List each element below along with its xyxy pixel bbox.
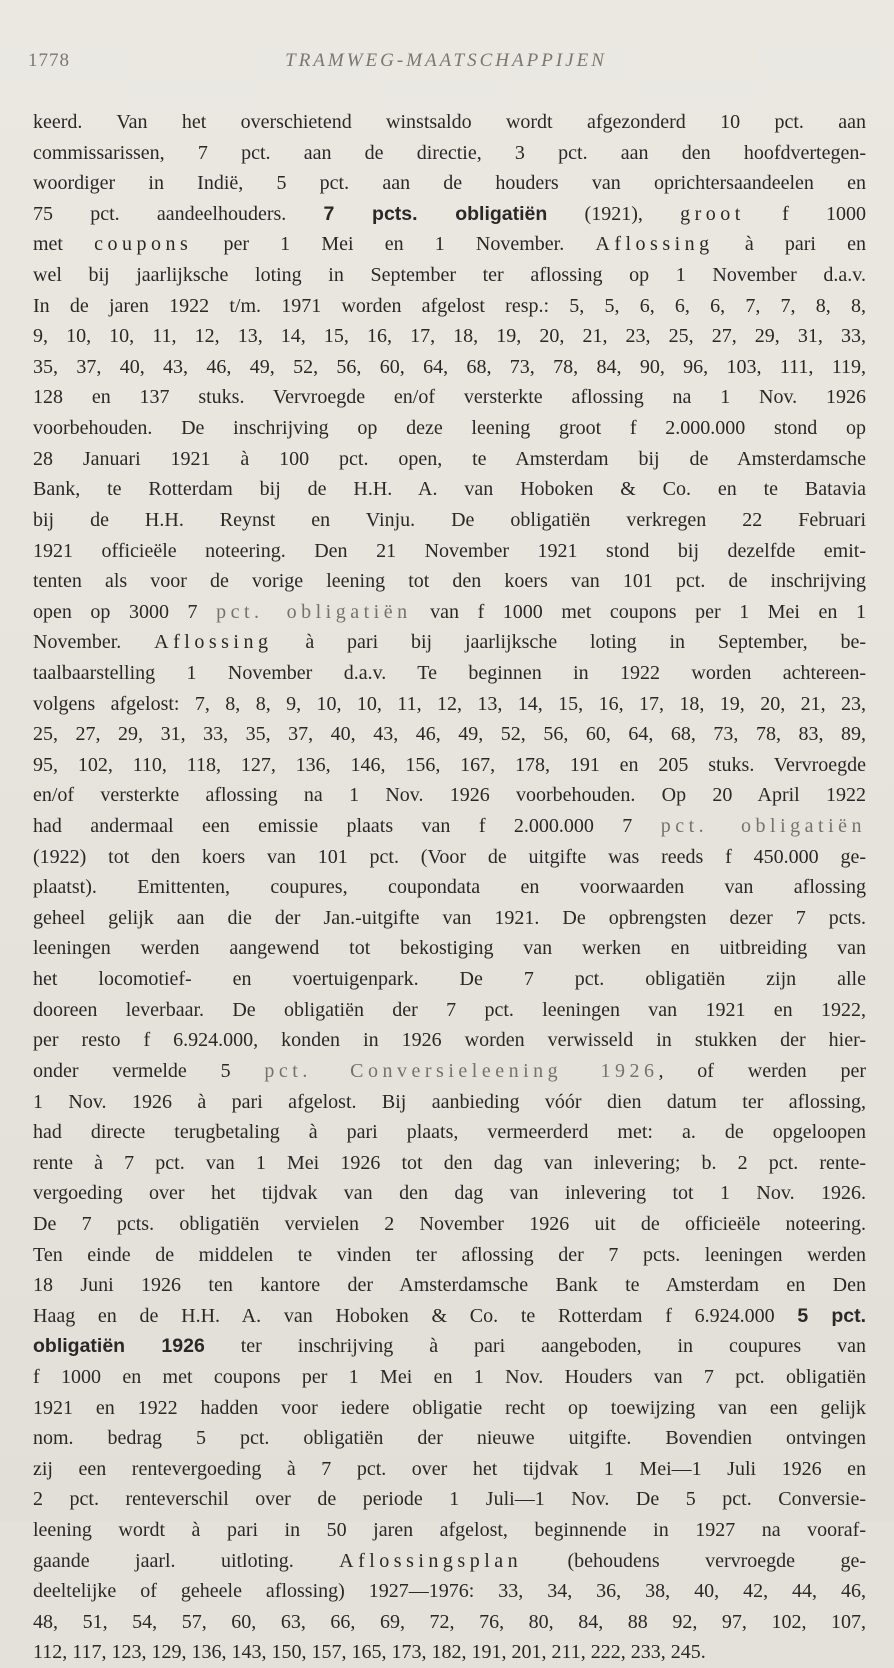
text-line	[33, 1178, 866, 1209]
text-run: , of werden per	[658, 1059, 866, 1082]
text-line	[33, 995, 866, 1026]
text-run: Haag en de H.H. A. van Hoboken & Co. te Rotterdam f 6.924.000	[33, 1304, 798, 1327]
text-line	[33, 199, 866, 230]
text-line	[33, 291, 866, 322]
text-run: 1921 en 1922 hadden voor iedere obligatie recht op toewijzing van een gelijk	[33, 1396, 866, 1419]
text-line	[33, 1393, 866, 1424]
text-line	[33, 903, 866, 934]
text-line	[33, 1454, 866, 1485]
text-run: had andermaal een emissie plaats van f 2.000.000 7	[33, 815, 661, 838]
text-run: à pari en	[713, 233, 866, 256]
text-run: à pari bij jaarlijksche loting in September, be-	[272, 631, 866, 654]
text-line	[33, 260, 866, 291]
text-line	[33, 1117, 866, 1148]
text-line	[33, 474, 866, 505]
text-line	[33, 1301, 866, 1332]
text-line	[33, 658, 866, 689]
text-line	[33, 1362, 866, 1393]
text-run: onder vermelde 5	[33, 1059, 265, 1082]
text-run: bij de H.H. Reynst en Vinju. De obligatiën verkregen 22 Februari	[33, 508, 866, 531]
text-line	[33, 750, 866, 781]
text-line	[33, 627, 866, 658]
text-run: volgens afgelost: 7, 8, 8, 9, 10, 10, 11, 12, 13, 14, 15, 16, 17, 18, 19, 20, 21, 23,	[33, 692, 866, 715]
text-emphasis: 5 pct.	[797, 1304, 866, 1327]
text-emphasis: groot	[680, 202, 745, 225]
text-run: 9, 10, 10, 11, 12, 13, 14, 15, 16, 17, 18, 19, 20, 21, 23, 25, 27, 29, 31, 33,	[33, 325, 866, 348]
text-run: 18 Juni 1926 ten kantore der Amsterdamsche Bank te Amsterdam en Den	[33, 1274, 866, 1297]
text-run: leening wordt à pari in 50 jaren afgelost, beginnende in 1927 na vooraf-	[33, 1519, 866, 1542]
text-emphasis: Aflossing	[154, 631, 273, 654]
text-line	[33, 321, 866, 352]
text-run: geheel gelijk aan die der Jan.-uitgifte van 1921. De opbrengsten dezer 7 pcts.	[33, 906, 866, 929]
text-line	[33, 505, 866, 536]
text-run: 48, 51, 54, 57, 60, 63, 66, 69, 72, 76, 80, 84, 88 92, 97, 102, 107,	[33, 1610, 866, 1633]
text-run: per 1 Mei en 1 November.	[192, 233, 596, 256]
text-line	[33, 689, 866, 720]
text-line	[33, 1576, 866, 1607]
text-line	[33, 1056, 866, 1087]
text-emphasis: 7 pcts. obligatiën	[323, 202, 548, 225]
text-line	[33, 566, 866, 597]
text-line	[33, 107, 866, 138]
text-run: tenten als voor de vorige leening tot den koers van 101 pct. de inschrijving	[33, 570, 866, 593]
text-run: commissarissen, 7 pct. aan de directie, 3 pct. aan den hoofdvertegen-	[33, 141, 866, 164]
text-run: (1921),	[547, 202, 681, 225]
text-run: voorbehouden. De inschrijving op deze leening groot f 2.000.000 stond op	[33, 417, 866, 440]
text-run: ter inschrijving à pari aangeboden, in coupures van	[204, 1335, 866, 1358]
page-header	[28, 50, 864, 80]
text-run: 128 en 137 stuks. Vervroegde en/of versterkte aflossing na 1 Nov. 1926	[33, 386, 866, 409]
text-run: November.	[33, 631, 155, 654]
text-run: In de jaren 1922 t/m. 1971 worden afgelost resp.: 5, 5, 6, 6, 6, 7, 7, 8, 8,	[33, 294, 866, 317]
text-emphasis: pct. obligatiën	[216, 600, 412, 623]
text-run: De 7 pcts. obligatiën vervielen 2 November 1926 uit de officieële noteering.	[33, 1212, 866, 1235]
text-run: open op 3000 7	[33, 600, 217, 623]
text-run: f 1000 en met coupons per 1 Mei en 1 Nov. Houders van 7 pct. obligatiën	[33, 1365, 866, 1388]
text-run: wel bij jaarlijksche loting in September ter aflossing op 1 November d.a.v.	[33, 264, 866, 287]
text-run: 1 Nov. 1926 à pari afgelost. Bij aanbieding vóór dien datum ter aflossing,	[33, 1090, 866, 1113]
text-run: per resto f 6.924.000, konden in 1926 worden verwisseld in stukken der hier-	[33, 1029, 866, 1052]
text-line	[33, 1546, 866, 1577]
text-run: Bank, te Rotterdam bij de H.H. A. van Hoboken & Co. en te Batavia	[33, 478, 866, 501]
text-line	[33, 1515, 866, 1546]
text-emphasis: pct. obligatiën	[660, 815, 866, 838]
text-line	[33, 352, 866, 383]
text-line	[33, 1331, 866, 1362]
text-line	[33, 1209, 866, 1240]
text-run: met	[33, 233, 95, 256]
text-emphasis: obligatiën 1926	[33, 1335, 205, 1358]
text-line	[33, 1240, 866, 1271]
text-run: keerd. Van het overschietend winstsaldo wordt afgezonderd 10 pct. aan	[33, 111, 866, 133]
text-run: 28 Januari 1921 à 100 pct. open, te Amsterdam bij de Amsterdamsche	[33, 447, 866, 470]
text-line	[33, 964, 866, 995]
text-line	[33, 413, 866, 444]
text-line	[33, 444, 866, 475]
text-run: deeltelijke of geheele aflossing) 1927—1976: 33, 34, 36, 38, 40, 42, 44, 46,	[33, 1580, 866, 1603]
text-run: vergoeding over het tijdvak van den dag van inlevering tot 1 Nov. 1926.	[33, 1182, 866, 1205]
text-line	[33, 780, 866, 811]
text-line	[33, 1148, 866, 1179]
text-run: (behoudens vervroegde ge-	[522, 1549, 866, 1572]
text-line	[33, 536, 866, 567]
text-emphasis: coupons	[94, 233, 193, 256]
text-run: 2 pct. renteverschil over de periode 1 Juli—1 Nov. De 5 pct. Conversie-	[33, 1488, 866, 1511]
text-run: 75 pct. aandeelhouders.	[33, 202, 324, 225]
text-line	[33, 1423, 866, 1454]
text-line	[33, 842, 866, 873]
text-run: dooreen leverbaar. De obligatiën der 7 pct. leeningen van 1921 en 1922,	[33, 998, 866, 1021]
text-line	[33, 1025, 866, 1056]
text-run: van f 1000 met coupons per 1 Mei en 1	[411, 600, 866, 623]
text-run: rente à 7 pct. van 1 Mei 1926 tot den dag van inlevering; b. 2 pct. rente-	[33, 1151, 866, 1174]
text-run: het locomotief- en voertuigenpark. De 7 pct. obligatiën zijn alle	[33, 968, 866, 991]
text-line	[33, 1270, 866, 1301]
text-line	[33, 811, 866, 842]
text-run: Ten einde de middelen te vinden ter aflossing der 7 pcts. leeningen werden	[33, 1243, 866, 1266]
text-line	[33, 1637, 866, 1668]
text-line	[33, 872, 866, 903]
text-emphasis: pct. Conversieleening 1926	[264, 1059, 659, 1082]
page-number: 1778	[28, 50, 70, 71]
text-run: 1921 officieële noteering. Den 21 November 1921 stond bij dezelfde emit-	[33, 539, 866, 562]
text-run: 25, 27, 29, 31, 33, 35, 37, 40, 43, 46, 49, 52, 56, 60, 64, 68, 73, 78, 83, 89,	[33, 723, 866, 746]
text-run: (1922) tot den koers van 101 pct. (Voor de uitgifte was reeds f 450.000 ge-	[33, 845, 866, 868]
text-emphasis: Aflossing	[595, 233, 714, 256]
text-line	[33, 719, 866, 750]
text-line	[33, 168, 866, 199]
running-title: TRAMWEG-MAATSCHAPPIJEN	[285, 50, 607, 71]
text-run: en/of versterkte aflossing na 1 Nov. 1926 voorbehouden. Op 20 April 1922	[33, 784, 866, 807]
text-line	[33, 1607, 866, 1638]
text-run: plaatst). Emittenten, coupures, coupondata en voorwaarden van aflossing	[33, 876, 866, 899]
text-run: 112, 117, 123, 129, 136, 143, 150, 157, 165, 173, 182, 191, 201, 211, 222, 233, 245.	[33, 1641, 706, 1664]
body-text	[33, 107, 866, 1668]
text-run: had directe terugbetaling à pari plaats, vermeerderd met: a. de opgeloopen	[33, 1121, 866, 1144]
text-line	[33, 229, 866, 260]
text-emphasis: Aflossingsplan	[339, 1549, 523, 1572]
text-line	[33, 382, 866, 413]
text-run: 35, 37, 40, 43, 46, 49, 52, 56, 60, 64, 68, 73, 78, 84, 90, 96, 103, 111, 119,	[33, 355, 866, 378]
text-line	[33, 933, 866, 964]
text-run: zij een rentevergoeding à 7 pct. over het tijdvak 1 Mei—1 Juli 1926 en	[33, 1457, 866, 1480]
text-line	[33, 1087, 866, 1118]
text-line	[33, 597, 866, 628]
text-run: f 1000	[744, 202, 866, 225]
text-run: gaande jaarl. uitloting.	[33, 1549, 340, 1572]
text-line	[33, 1484, 866, 1515]
text-run: nom. bedrag 5 pct. obligatiën der nieuwe uitgifte. Bovendien ontvingen	[33, 1427, 866, 1450]
text-run: leeningen werden aangewend tot bekostiging van werken en uitbreiding van	[33, 937, 866, 960]
text-line	[33, 138, 866, 169]
text-run: woordiger in Indië, 5 pct. aan de houders van oprichtersaandeelen en	[33, 172, 866, 195]
text-run: 95, 102, 110, 118, 127, 136, 146, 156, 167, 178, 191 en 205 stuks. Vervroegde	[33, 753, 866, 776]
text-run: taalbaarstelling 1 November d.a.v. Te beginnen in 1922 worden achtereen-	[33, 661, 866, 684]
